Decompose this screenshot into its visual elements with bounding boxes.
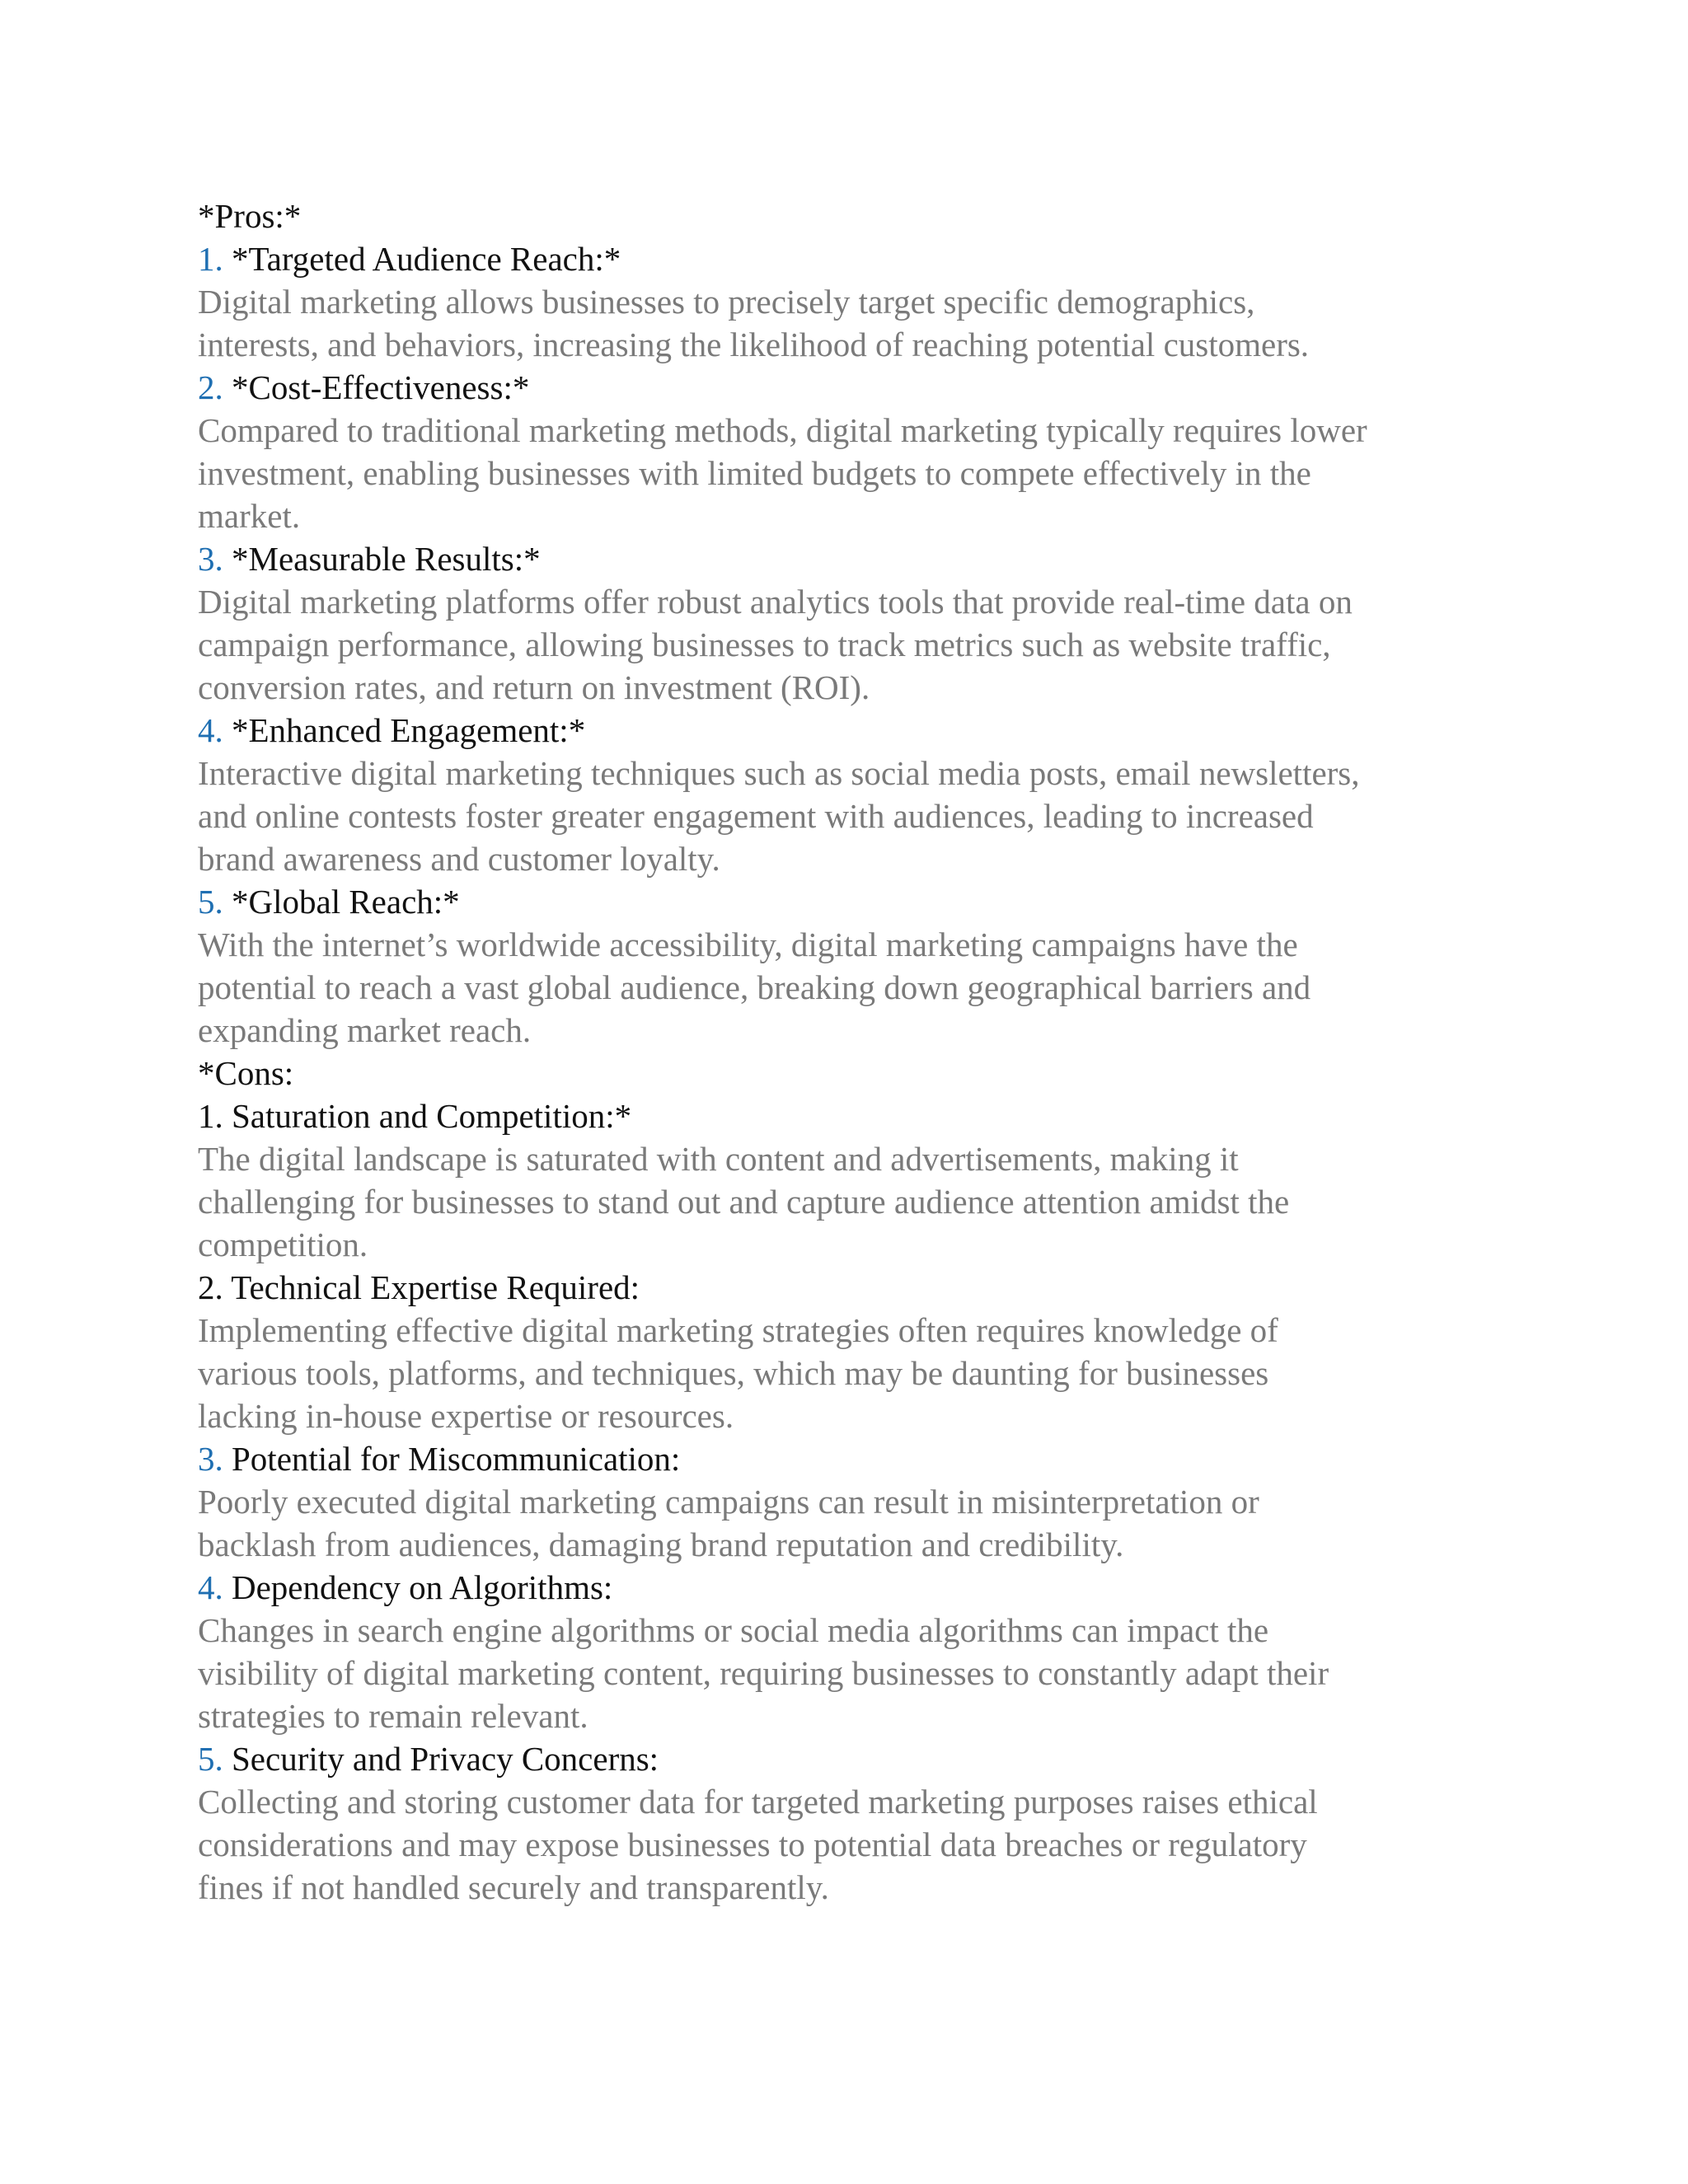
description-line: market. — [198, 497, 301, 535]
description-line: Interactive digital marketing techniques such as social media posts, email newsletters, — [198, 754, 1360, 792]
pros-item-4 — [198, 709, 1500, 880]
description-line: With the internet’s worldwide accessibility, digital marketing campaigns have the — [198, 926, 1298, 963]
description-line: Collecting and storing customer data for targeted marketing purposes raises ethical — [198, 1783, 1318, 1821]
item-title: *Enhanced Engagement:* — [232, 711, 586, 749]
description-line: The digital landscape is saturated with content and advertisements, making it — [198, 1140, 1239, 1178]
description-line: investment, enabling businesses with limited budgets to compete effectively in the — [198, 454, 1311, 492]
item-description — [198, 1137, 1500, 1266]
item-title: Security and Privacy Concerns: — [232, 1740, 659, 1778]
item-title: *Global Reach:* — [232, 883, 460, 921]
item-description — [198, 280, 1500, 366]
description-line: fines if not handled securely and transparently. — [198, 1868, 829, 1906]
item-description — [198, 580, 1500, 709]
description-line: lacking in-house expertise or resources. — [198, 1397, 734, 1435]
cons-item-4 — [198, 1566, 1500, 1737]
list-number: 3. — [198, 1440, 223, 1478]
description-line: Digital marketing platforms offer robust analytics tools that provide real-time data on — [198, 583, 1353, 621]
list-item-title — [198, 709, 1500, 752]
description-line: expanding market reach. — [198, 1011, 532, 1049]
cons-item-3 — [198, 1437, 1500, 1566]
item-description — [198, 1609, 1500, 1737]
list-number: 4. — [198, 711, 223, 749]
list-number: 1. — [198, 1097, 223, 1135]
item-description — [198, 1480, 1500, 1566]
description-line: considerations and may expose businesses to potential data breaches or regulatory — [198, 1825, 1307, 1863]
item-description — [198, 923, 1500, 1052]
list-item-title — [198, 1437, 1500, 1480]
item-title: *Targeted Audience Reach:* — [232, 240, 621, 278]
description-line: competition. — [198, 1226, 368, 1263]
list-number: 2. — [198, 368, 223, 406]
list-number: 5. — [198, 1740, 223, 1778]
list-item-title — [198, 537, 1500, 580]
cons-heading: *Cons: — [198, 1054, 294, 1092]
document-body — [198, 194, 1500, 1909]
cons-item-1 — [198, 1094, 1500, 1266]
description-line: strategies to remain relevant. — [198, 1697, 588, 1735]
item-title: Technical Expertise Required: — [231, 1268, 640, 1306]
description-line: Compared to traditional marketing methods, digital marketing typically requires lower — [198, 411, 1367, 449]
list-number: 4. — [198, 1568, 223, 1606]
description-line: and online contests foster greater engagement with audiences, leading to increased — [198, 797, 1314, 835]
description-line: interests, and behaviors, increasing the likelihood of reaching potential customers. — [198, 326, 1310, 363]
description-line: visibility of digital marketing content, requiring businesses to constantly adapt their — [198, 1654, 1329, 1692]
description-line: backlash from audiences, damaging brand reputation and credibility. — [198, 1526, 1124, 1563]
list-item-title — [198, 1737, 1500, 1780]
pros-heading: *Pros:* — [198, 197, 302, 235]
list-item-title — [198, 1566, 1500, 1609]
cons-item-2 — [198, 1266, 1500, 1437]
item-description — [198, 1309, 1500, 1437]
description-line: Implementing effective digital marketing strategies often requires knowledge of — [198, 1311, 1278, 1349]
description-line: Digital marketing allows businesses to precisely target specific demographics, — [198, 283, 1255, 321]
description-line: conversion rates, and return on investment (ROI). — [198, 668, 870, 706]
pros-item-2 — [198, 366, 1500, 537]
description-line: potential to reach a vast global audience, breaking down geographical barriers and — [198, 968, 1311, 1006]
item-title: Saturation and Competition:* — [232, 1097, 632, 1135]
description-line: campaign performance, allowing businesses to track metrics such as website traffic, — [198, 626, 1331, 663]
list-item-title — [198, 1266, 1500, 1309]
list-number: 2. — [198, 1268, 223, 1306]
pros-item-5 — [198, 880, 1500, 1052]
pros-item-3 — [198, 537, 1500, 709]
cons-item-5 — [198, 1737, 1500, 1909]
item-description — [198, 752, 1500, 880]
description-line: Poorly executed digital marketing campaigns can result in misinterpretation or — [198, 1483, 1259, 1521]
item-title: Potential for Miscommunication: — [232, 1440, 681, 1478]
description-line: Changes in search engine algorithms or social media algorithms can impact the — [198, 1611, 1269, 1649]
description-line: various tools, platforms, and techniques, which may be daunting for businesses — [198, 1354, 1269, 1392]
list-number: 5. — [198, 883, 223, 921]
description-line: brand awareness and customer loyalty. — [198, 840, 720, 878]
list-number: 1. — [198, 240, 223, 278]
item-title: *Measurable Results:* — [232, 540, 541, 578]
list-number: 3. — [198, 540, 223, 578]
item-title: Dependency on Algorithms: — [232, 1568, 613, 1606]
item-description — [198, 1780, 1500, 1909]
item-description — [198, 409, 1500, 537]
list-item-title — [198, 1094, 1500, 1137]
description-line: challenging for businesses to stand out and capture audience attention amidst the — [198, 1183, 1290, 1221]
item-title: *Cost-Effectiveness:* — [232, 368, 530, 406]
list-item-title — [198, 366, 1500, 409]
list-item-title — [198, 880, 1500, 923]
pros-item-1 — [198, 237, 1500, 366]
list-item-title — [198, 237, 1500, 280]
